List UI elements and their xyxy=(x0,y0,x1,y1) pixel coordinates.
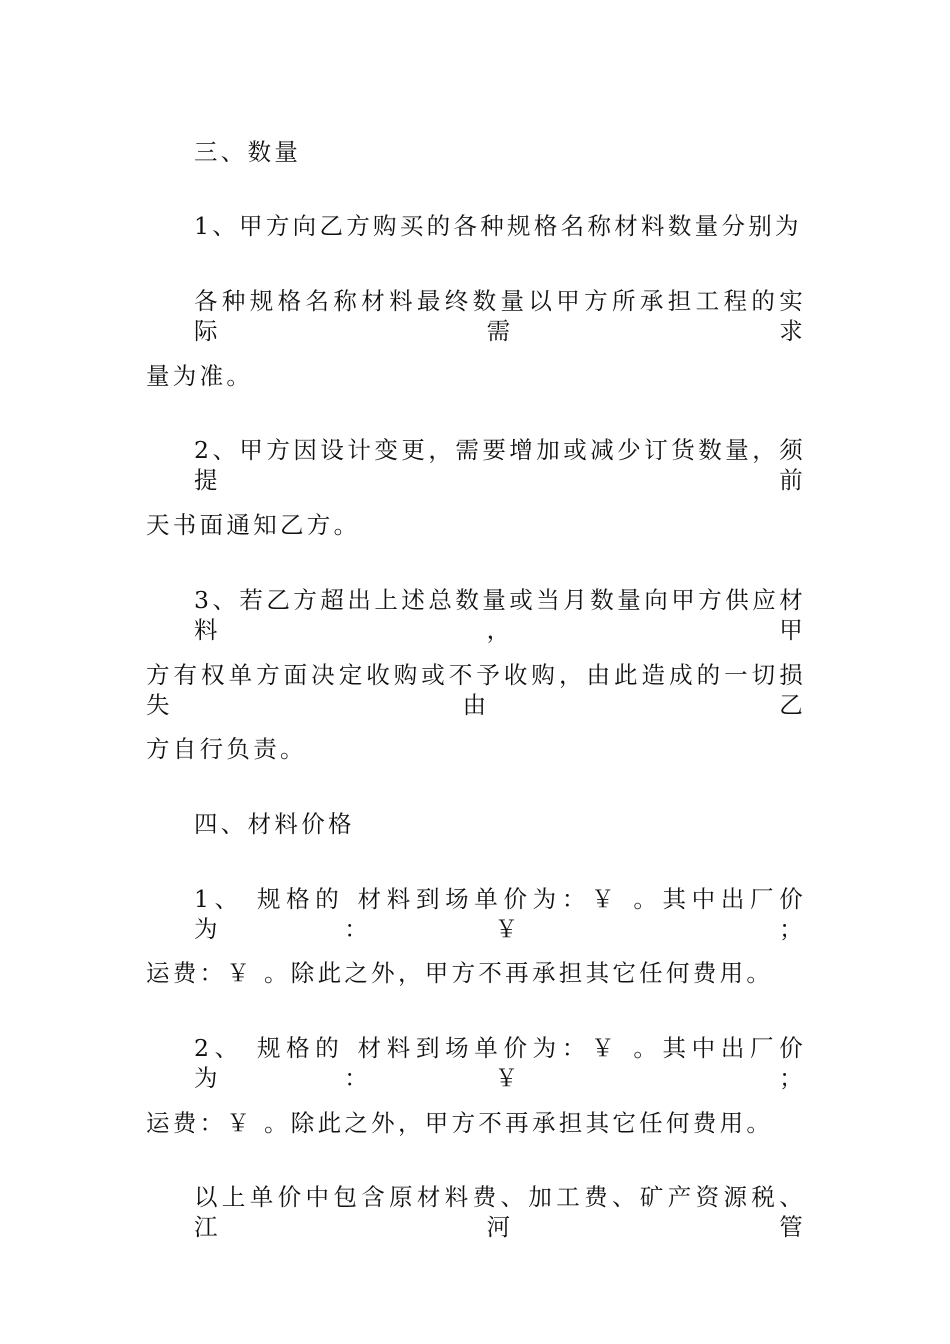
paragraph-line: 以上单价中包含原材料费、加工费、矿产资源税、江河管 xyxy=(194,1183,806,1241)
paragraph-line: 1、 规格的 材料到场单价为：￥ 。其中出厂价为：￥ ； xyxy=(194,885,806,943)
paragraph-line: 2、甲方因设计变更，需要增加或减少订货数量，须提前 xyxy=(194,436,806,494)
paragraph-line: 运费：￥ 。除此之外，甲方不再承担其它任何费用。 xyxy=(146,959,774,987)
paragraph-line: 方自行负责。 xyxy=(146,735,307,763)
paragraph-line: 量为准。 xyxy=(146,362,254,390)
paragraph-line: 运费：￥ 。除此之外，甲方不再承担其它任何费用。 xyxy=(146,1109,774,1137)
paragraph-line: 3、若乙方超出上述总数量或当月数量向甲方供应材料，甲 xyxy=(194,586,806,644)
paragraph-line: 各种规格名称材料最终数量以甲方所承担工程的实际需求 xyxy=(194,287,806,345)
paragraph-line: 2、 规格的 材料到场单价为：￥ 。其中出厂价为：￥ ； xyxy=(194,1034,806,1092)
section-heading-quantity: 三、数量 xyxy=(194,138,302,166)
section-heading-price: 四、材料价格 xyxy=(194,810,355,838)
paragraph-line: 1、甲方向乙方购买的各种规格名称材料数量分别为 xyxy=(194,212,802,240)
paragraph-line: 天书面通知乙方。 xyxy=(146,511,361,539)
paragraph-line: 方有权单方面决定收购或不予收购，由此造成的一切损失由乙 xyxy=(146,661,806,719)
